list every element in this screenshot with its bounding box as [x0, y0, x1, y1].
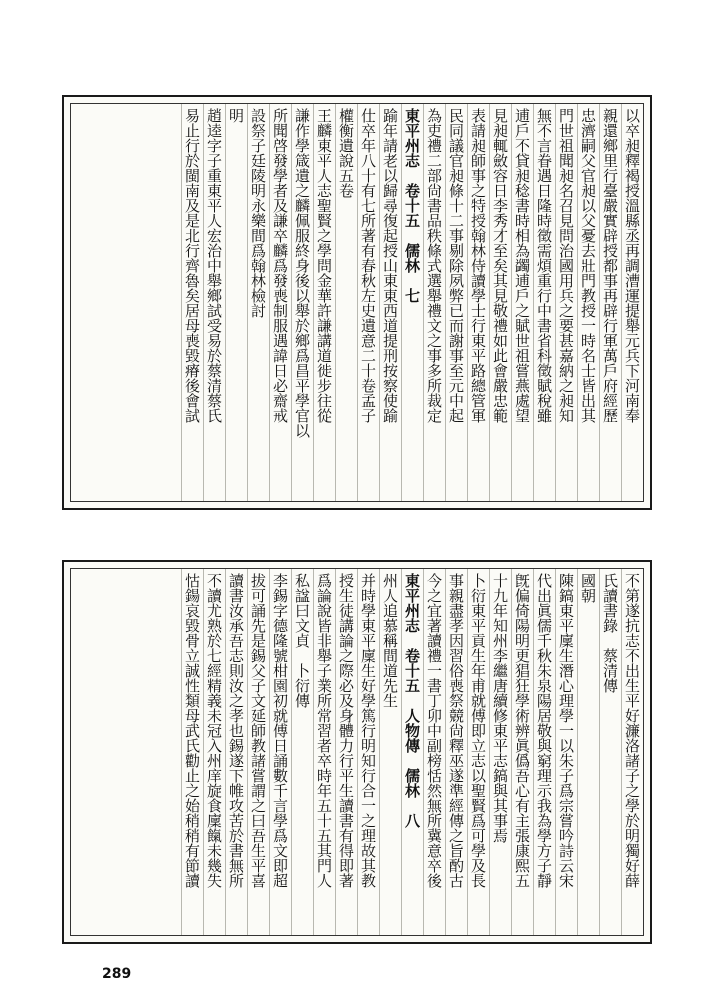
bottom-column: 事親盡孝因習俗喪祭競尙釋巫遂準經傳之旨酌古 — [445, 569, 467, 935]
top-column: 見昶輒斂容日李秀才至矣其見敬禮如此會嚴忠範 — [489, 104, 511, 501]
top-column: 逋戶不貸昶稔書時相為蠲逋戶之賦世祖嘗燕處望 — [511, 104, 533, 501]
bottom-text-panel — [62, 560, 652, 944]
top-column: 易止行於閩南及是北行齊魯矣居母喪毀瘠後會試 — [181, 104, 203, 501]
bottom-column: 旣偏倚陽明更猖狂學術辨眞僞吾心有主張康熙五 — [511, 569, 533, 935]
top-column: 王麟東平人志聖賢之學問金華許謙講道徙步往從 — [313, 104, 335, 501]
bottom-column: 卜衍東平貢生年甫就傅即立志以聖賢爲可學及長 — [467, 569, 489, 935]
top-text-panel — [62, 95, 652, 510]
top-column: 表請昶師事之特授翰林侍讀學士行東平路總管軍 — [467, 104, 489, 501]
top-column: 權衡遺說五卷 — [335, 104, 357, 501]
bottom-column: 東平州志 卷十五 人物傳 儒林 八 — [401, 569, 423, 935]
top-column: 東平州志 卷十五 儒林 七 — [401, 104, 423, 501]
top-column: 為吏禮二部尙書品秩條式選舉禮文之事多所裁定 — [423, 104, 445, 501]
bottom-column: 今之宜著讀禮一書丁卯中副榜恬然無所冀意卒後 — [423, 569, 445, 935]
bottom-column: 私諡曰文貞 卜衍傳 — [291, 569, 313, 935]
bottom-column: 并時學東平廩生好學篤行明知行合一之理故其教 — [357, 569, 379, 935]
top-column: 踰年請老以歸尋復起授山東東西道提刑按察使踰 — [379, 104, 401, 501]
top-column: 無不言眷遇日隆時徵需煩重行中書省科徵賦稅雖 — [533, 104, 555, 501]
bottom-column: 拔可誦先是錫父子文延師教諸嘗謂之曰吾生平喜 — [247, 569, 269, 935]
bottom-column: 怙鍚哀毀骨立誠性類母武氏勸止之始稍稍有節讀 — [181, 569, 203, 935]
bottom-column: 李錫字德隆號柑園初就傅日誦數千言學爲文即超 — [269, 569, 291, 935]
top-column: 親還鄉里行臺嚴實辟授都事再辟行軍萬戶府經歷 — [599, 104, 621, 501]
top-column: 所聞啓發學者及謙卒麟爲發喪制服遇諱日必齋戒 — [269, 104, 291, 501]
bottom-text-columns — [70, 568, 644, 936]
bottom-column: 代出眞儒千秋朱泉陽居敬與窮理示我為學方子靜 — [533, 569, 555, 935]
bottom-column: 讀書汝承吾志則汝之孝也錫遂下帷攻苦於書無所 — [225, 569, 247, 935]
bottom-column: 氏讀書錄 蔡清傳 — [599, 569, 621, 935]
bottom-column: 十九年知州李繼唐續修東平志鎬與其事焉 — [489, 569, 511, 935]
bottom-column: 授生徒講論之際必及身體力行平生讀書有得即著 — [335, 569, 357, 935]
top-column: 門世祖聞昶名召見問治國用兵之要甚嘉納之昶知 — [555, 104, 577, 501]
top-text-columns — [70, 103, 644, 502]
bottom-column: 不讀尤熟於七經精義未冠入州庠旋食廩餼未幾失 — [203, 569, 225, 935]
top-column: 明 — [225, 104, 247, 501]
page-number: 289 — [102, 966, 132, 982]
top-column: 仕卒年八十有七所著有春秋左史遺意二十卷孟子 — [357, 104, 379, 501]
top-column: 趙逵字子重東平人宏治中舉鄉試受易於蔡清蔡氏 — [203, 104, 225, 501]
top-column: 忠濟嗣父官昶以父憂去壯門教授一時名士皆出其 — [577, 104, 599, 501]
bottom-column: 不第遂抗志不出生平好濂洛諸子之學於明獨好薛 — [621, 569, 643, 935]
top-column: 以卒昶釋褐授溫縣丞再調漕運提舉元兵下河南奉 — [621, 104, 643, 501]
bottom-column: 陳鎬東平廩生潛心理學一以朱子爲宗嘗吟詩云宋 — [555, 569, 577, 935]
top-column: 民同議官昶條十二事剔除夙弊已而謝事至元中起 — [445, 104, 467, 501]
top-column: 設祭子廷陵明永樂間爲翰林檢討 — [247, 104, 269, 501]
top-column: 謙作學箴遺之麟佩服終身後以舉於鄉爲昌平學官以 — [291, 104, 313, 501]
bottom-column: 爲論說皆非舉子業所常習者卒時年五十五其門人 — [313, 569, 335, 935]
bottom-column: 國朝 — [577, 569, 599, 935]
bottom-column: 州人追慕稱間道先生 — [379, 569, 401, 935]
